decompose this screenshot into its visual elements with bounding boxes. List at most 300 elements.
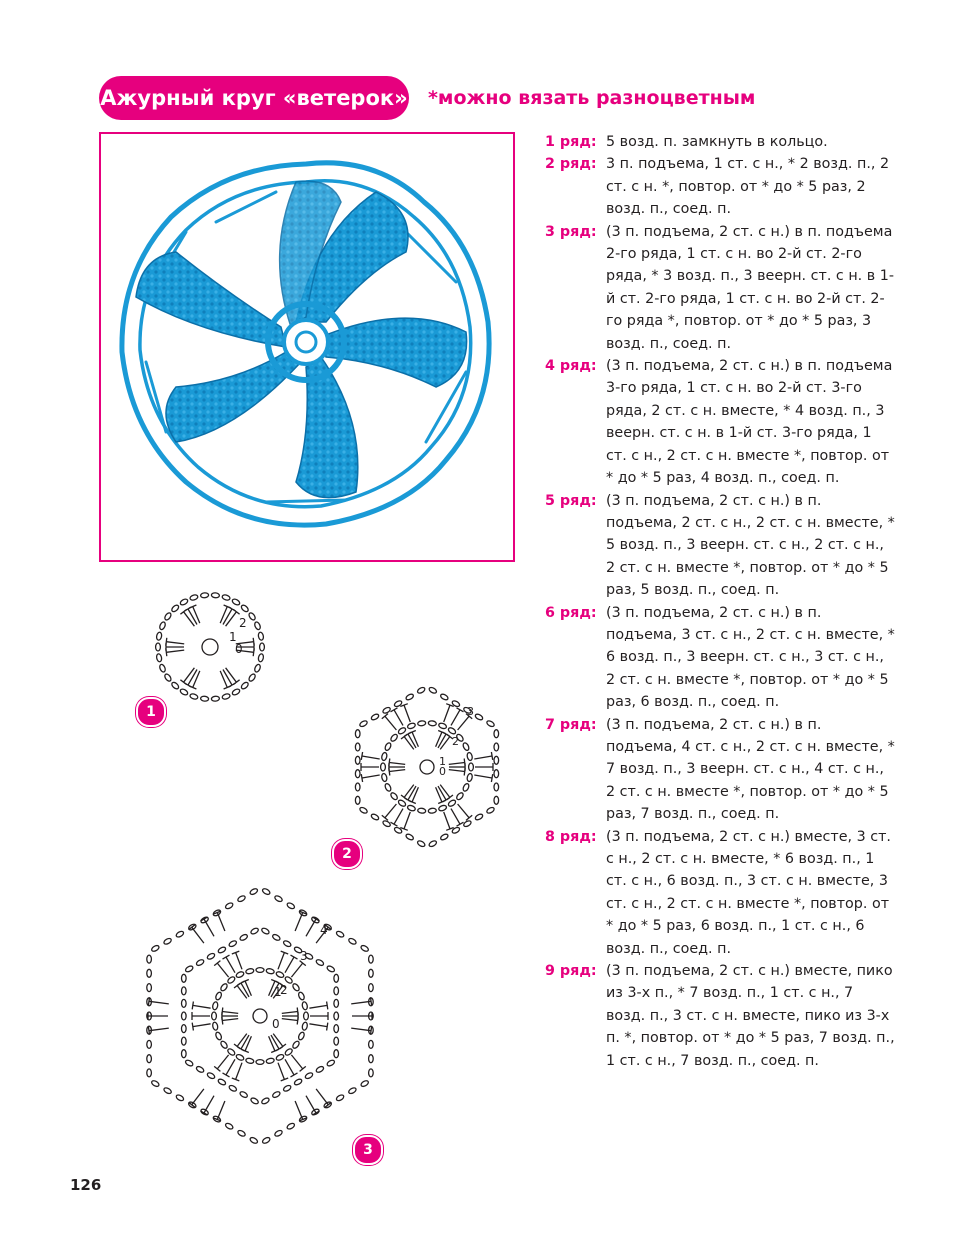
chain-stitch-symbol xyxy=(369,955,374,963)
chain-stitch-symbol xyxy=(417,720,426,726)
chain-stitch-symbol xyxy=(206,952,215,960)
dc-stitch-symbol xyxy=(408,786,416,800)
crochet-chart-2 xyxy=(327,685,527,855)
chain-stitch-symbol xyxy=(240,604,249,613)
chain-stitch-symbol xyxy=(298,1031,306,1040)
chain-stitch-symbol xyxy=(334,999,339,1007)
chain-stitch-symbol xyxy=(215,1031,223,1040)
chain-stitch-symbol xyxy=(275,1054,284,1062)
chain-stitch-symbol xyxy=(215,991,223,1000)
chain-stitch-symbol xyxy=(274,1129,283,1137)
dc-stitch-symbol xyxy=(404,705,410,722)
chain-stitch-symbol xyxy=(249,1136,258,1144)
dc-stitch-symbol xyxy=(184,612,195,626)
row-label: 8 ряд: xyxy=(545,828,597,845)
chain-stitch-symbol xyxy=(147,969,152,977)
chain-stitch-symbol xyxy=(382,706,391,714)
dc-stitch-symbol xyxy=(193,607,200,624)
chain-stitch-symbol xyxy=(261,1097,270,1105)
chain-stitch-symbol xyxy=(272,1091,281,1099)
chain-stitch-symbol xyxy=(185,965,194,973)
dc-stitch-symbol xyxy=(220,607,227,624)
chain-stitch-symbol xyxy=(360,944,369,952)
dc-stitch-symbol xyxy=(458,716,470,730)
row-text: (3 п. подъема, 2 ст. с н.) в п. подъема 2-го ряда, 1 ст. с н. во 2-й ст. 2-го ряда, * 3 возд. п., 3 веерн. ст. с н. в 1-й ст. 2-го ряда, 1 ст. с н. во 2-й ст. 2-го ряда *, повтор. от * до * 5 раз, 3 возд. п., соед. п. xyxy=(606,223,894,352)
chain-stitch-symbol xyxy=(326,965,335,973)
chain-stitch-symbol xyxy=(348,937,357,945)
chain-stitch-symbol xyxy=(428,686,437,694)
chain-stitch-symbol xyxy=(335,930,344,938)
chain-stitch-symbol xyxy=(156,632,162,641)
motif-photo-frame xyxy=(99,132,515,562)
chain-stitch-symbol xyxy=(266,1058,275,1064)
chain-stitch-symbol xyxy=(486,720,495,728)
chain-stitch-symbol xyxy=(266,968,275,974)
chain-stitch-symbol xyxy=(438,722,447,729)
chain-stitch-symbol xyxy=(250,927,259,935)
chain-stitch-symbol xyxy=(248,612,257,621)
chain-stitch-symbol xyxy=(182,974,187,982)
round-label: 2 xyxy=(280,983,288,997)
dc-stitch-symbol xyxy=(226,957,235,973)
chain-stitch-symbol xyxy=(355,770,360,778)
chain-stitch-symbol xyxy=(231,688,240,696)
row-7 xyxy=(545,714,895,826)
round-label: 1 xyxy=(229,630,237,644)
chain-stitch-symbol xyxy=(359,720,368,728)
dc-stitch-symbol xyxy=(444,705,450,722)
row-label: 9 ряд: xyxy=(545,963,597,980)
round-label: 1 xyxy=(439,755,446,768)
chain-stitch-symbol xyxy=(248,673,257,682)
chain-stitch-symbol xyxy=(397,799,406,807)
row-label: 6 ряд: xyxy=(545,604,597,621)
round-label: 2 xyxy=(452,735,459,748)
chain-stitch-symbol xyxy=(382,820,391,828)
dc-stitch-symbol xyxy=(193,1024,211,1027)
round-label: 2 xyxy=(239,616,247,630)
row-label: 1 ряд: xyxy=(545,134,597,150)
page-number: 126 xyxy=(70,1176,102,1194)
chain-stitch-symbol xyxy=(225,902,234,910)
chain-stitch-symbol xyxy=(212,1012,217,1020)
chain-stitch-symbol xyxy=(159,664,167,673)
chain-stitch-symbol xyxy=(182,1037,187,1045)
chain-stitch-symbol xyxy=(462,783,470,792)
dc-stitch-symbol xyxy=(273,1034,283,1047)
chain-stitch-symbol xyxy=(369,1040,374,1048)
chain-stitch-symbol xyxy=(163,937,172,945)
dc-stitch-symbol xyxy=(188,670,197,686)
chain-stitch-symbol xyxy=(466,752,473,761)
chain-stitch-symbol xyxy=(272,933,281,941)
dc-stitch-symbol xyxy=(408,734,416,748)
chain-stitch-symbol xyxy=(274,895,283,903)
chain-stitch-symbol xyxy=(185,1059,194,1067)
chain-stitch-symbol xyxy=(447,727,456,735)
dc-stitch-symbol xyxy=(223,609,232,625)
dc-stitch-symbol xyxy=(226,1059,235,1075)
chain-stitch-symbol xyxy=(417,686,426,694)
chain-stitch-symbol xyxy=(417,840,426,848)
dc-stitch-symbol xyxy=(236,953,242,970)
chain-stitch-symbol xyxy=(171,604,180,613)
chain-stitch-symbol xyxy=(407,804,416,811)
chain-stitch-symbol xyxy=(428,720,437,726)
chain-stitch-symbol xyxy=(447,799,456,807)
dc-stitch-symbol xyxy=(440,737,450,750)
chain-stitch-symbol xyxy=(239,933,248,941)
chain-stitch-symbol xyxy=(200,592,208,598)
chain-stitch-symbol xyxy=(222,693,231,700)
dc-stitch-symbol xyxy=(438,786,446,800)
row-text: (3 п. подъема, 2 ст. с н.) в п. подъема, 3 ст. с н., 2 ст. с н. вместе, * 6 возд. п., 3 веерн. ст. с н., 3 ст. с н., 2 ст. с н. вместе *, повтор. от * до * 5 раз, 6 возд. п., соед. п. xyxy=(606,604,895,711)
chart-badge-3: 3 xyxy=(353,1135,383,1165)
chain-stitch-symbol xyxy=(235,1054,244,1062)
dc-stitch-symbol xyxy=(222,1012,238,1014)
chain-stitch-symbol xyxy=(494,770,499,778)
chain-stitch-symbol xyxy=(283,940,292,948)
magic-ring-symbol xyxy=(253,1009,267,1023)
row-2 xyxy=(545,153,895,220)
chain-stitch-symbol xyxy=(179,598,188,606)
chain-stitch-symbol xyxy=(220,983,229,992)
row-8 xyxy=(545,826,895,960)
row-label: 2 ряд: xyxy=(545,156,597,173)
dc-stitch-symbol xyxy=(237,1034,247,1047)
chain-stitch-symbol xyxy=(195,959,204,967)
chain-stitch-symbol xyxy=(147,1055,152,1063)
chain-stitch-symbol xyxy=(206,1072,215,1080)
chain-stitch-symbol xyxy=(182,1025,187,1033)
dc-stitch-symbol xyxy=(385,716,397,730)
row-text: 5 возд. п. замкнуть в кольцо. xyxy=(606,134,828,150)
chain-stitch-symbol xyxy=(292,1040,301,1049)
chain-stitch-symbol xyxy=(384,783,392,792)
chain-stitch-symbol xyxy=(494,730,499,738)
chain-stitch-symbol xyxy=(262,1136,271,1144)
row-label: 3 ряд: xyxy=(545,223,597,240)
row-1 xyxy=(545,131,895,153)
chain-stitch-symbol xyxy=(254,621,262,630)
chain-stitch-symbol xyxy=(355,796,360,804)
chain-stitch-symbol xyxy=(250,1097,259,1105)
dc-stitch-symbol xyxy=(404,737,414,750)
dc-stitch-symbol xyxy=(269,1036,275,1051)
chain-stitch-symbol xyxy=(245,968,254,974)
chain-stitch-symbol xyxy=(182,987,187,995)
chain-stitch-symbol xyxy=(163,1087,172,1095)
chain-stitch-symbol xyxy=(405,833,414,841)
chain-stitch-symbol xyxy=(359,806,368,814)
chain-stitch-symbol xyxy=(304,1072,313,1080)
chain-stitch-symbol xyxy=(262,888,271,896)
dc-stitch-top xyxy=(223,1073,230,1077)
dc-stitch-symbol xyxy=(282,1012,298,1014)
row-6 xyxy=(545,602,895,714)
chain-stitch-symbol xyxy=(474,813,483,821)
dc-stitch-symbol xyxy=(193,1005,211,1008)
dc-stitch-symbol xyxy=(449,763,465,765)
row-9 xyxy=(545,960,895,1072)
round-label: 3 xyxy=(300,949,308,963)
chain-stitch-symbol xyxy=(474,713,483,721)
row-label: 7 ряд: xyxy=(545,716,597,733)
dc-stitch-symbol xyxy=(245,1036,251,1051)
chain-stitch-symbol xyxy=(286,1122,295,1130)
dc-stitch-symbol xyxy=(309,1024,327,1027)
dc-stitch-symbol xyxy=(223,670,232,686)
chain-stitch-symbol xyxy=(335,1094,344,1102)
chain-stitch-symbol xyxy=(258,632,264,641)
chain-stitch-symbol xyxy=(222,594,231,601)
dc-stitch-top xyxy=(401,795,407,800)
chain-stitch-symbol xyxy=(334,974,339,982)
chain-stitch-symbol xyxy=(239,1091,248,1099)
dc-stitch-symbol xyxy=(217,1055,228,1069)
chain-stitch-symbol xyxy=(182,999,187,1007)
chain-stitch-symbol xyxy=(428,808,437,814)
chain-stitch-symbol xyxy=(486,806,495,814)
dc-stitch-symbol xyxy=(285,957,294,973)
chain-stitch-symbol xyxy=(381,773,388,782)
dc-stitch-symbol xyxy=(217,963,228,977)
dc-stitch-symbol xyxy=(241,983,249,997)
chain-stitch-symbol xyxy=(171,681,180,690)
dc-stitch-symbol xyxy=(166,650,184,652)
dc-stitch-symbol xyxy=(193,671,200,688)
dc-stitch-symbol xyxy=(389,770,405,772)
dc-stitch-symbol xyxy=(362,775,380,778)
chain-stitch-symbol xyxy=(156,643,161,651)
chain-stitch-symbol xyxy=(217,946,226,954)
chain-stitch-symbol xyxy=(179,688,188,696)
dc-stitch-symbol xyxy=(291,963,302,977)
dc-stitch-symbol xyxy=(404,785,414,798)
chain-stitch-symbol xyxy=(494,743,499,751)
chain-stitch-symbol xyxy=(147,984,152,992)
chain-stitch-symbol xyxy=(147,1040,152,1048)
chain-stitch-symbol xyxy=(245,1058,254,1064)
dc-stitch-top xyxy=(192,1023,193,1031)
dc-stitch-symbol xyxy=(394,809,403,825)
dc-stitch-top xyxy=(222,1008,223,1016)
chain-stitch-symbol xyxy=(220,1040,229,1049)
chain-stitch-symbol xyxy=(302,1001,308,1010)
dc-stitch-symbol xyxy=(362,756,380,759)
chain-stitch-symbol xyxy=(293,1078,302,1086)
dc-stitch-symbol xyxy=(188,609,197,625)
row-label: 4 ряд: xyxy=(545,358,597,375)
magic-ring-symbol xyxy=(202,639,218,655)
chain-stitch-symbol xyxy=(369,984,374,992)
row-5 xyxy=(545,490,895,602)
chain-stitch-symbol xyxy=(407,722,416,729)
chain-stitch-symbol xyxy=(151,1080,160,1088)
chain-stitch-symbol xyxy=(405,693,414,701)
dc-stitch-symbol xyxy=(271,1035,279,1049)
dc-stitch-symbol xyxy=(440,785,450,798)
chain-stitch-symbol xyxy=(189,693,198,700)
chain-stitch-symbol xyxy=(235,971,244,979)
chain-stitch-symbol xyxy=(256,968,264,973)
chain-stitch-symbol xyxy=(164,673,173,682)
chain-stitch-symbol xyxy=(286,902,295,910)
dc-stitch-symbol xyxy=(412,732,418,747)
dc-stitch-symbol xyxy=(412,787,418,802)
chain-stitch-symbol xyxy=(240,681,249,690)
row-text: (3 п. подъема, 2 ст. с н.) в п. подъема 3-го ряда, 1 ст. с н. во 2-й ст. 3-го ряда, 2 ст. с н. вместе, * 4 возд. п., 3 веерн. ст. с н. в 1-й ст. 3-го ряда, 1 ст. с н., 2 ст. с н. вместе *, повтор. от * до * 5 раз, 4 возд. п., соед. п. xyxy=(606,358,893,487)
chain-stitch-symbol xyxy=(370,813,379,821)
dc-stitch-symbol xyxy=(474,775,492,778)
chain-stitch-symbol xyxy=(440,833,449,841)
chain-stitch-symbol xyxy=(261,927,270,935)
chain-stitch-symbol xyxy=(494,783,499,791)
dc-stitch-symbol xyxy=(458,804,470,818)
chain-stitch-symbol xyxy=(348,1087,357,1095)
chain-stitch-symbol xyxy=(326,1059,335,1067)
chain-stitch-symbol xyxy=(334,1037,339,1045)
round-label: 1 xyxy=(274,985,282,999)
dc-stitch-symbol xyxy=(394,710,403,726)
row-label: 5 ряд: xyxy=(545,492,597,509)
chain-stitch-symbol xyxy=(164,612,173,621)
dc-stitch-top xyxy=(234,1044,240,1049)
chain-stitch-symbol xyxy=(228,940,237,948)
chain-stitch-symbol xyxy=(147,955,152,963)
dc-stitch-top xyxy=(327,1023,328,1031)
dc-stitch-top xyxy=(233,609,239,614)
chain-stitch-symbol xyxy=(275,971,284,979)
dc-stitch-top xyxy=(291,1073,298,1077)
dc-stitch-symbol xyxy=(451,710,460,726)
chart-badge-2: 2 xyxy=(332,839,362,869)
chain-stitch-symbol xyxy=(369,1069,374,1077)
dc-stitch-top xyxy=(291,955,298,959)
dc-stitch-symbol xyxy=(291,1055,302,1069)
chain-stitch-symbol xyxy=(211,592,219,598)
dc-stitch-symbol xyxy=(285,1059,294,1075)
chain-stitch-symbol xyxy=(182,1012,187,1020)
chain-stitch-symbol xyxy=(384,742,392,751)
chain-stitch-symbol xyxy=(334,1025,339,1033)
dc-stitch-symbol xyxy=(444,812,450,829)
chain-stitch-symbol xyxy=(225,1122,234,1130)
chain-stitch-symbol xyxy=(440,693,449,701)
chain-stitch-symbol xyxy=(256,1060,264,1065)
chain-stitch-symbol xyxy=(254,664,262,673)
chain-stitch-symbol xyxy=(455,792,464,801)
dc-stitch-symbol xyxy=(226,612,237,626)
dc-stitch-symbol xyxy=(278,953,284,970)
chain-stitch-symbol xyxy=(258,653,264,662)
dc-stitch-symbol xyxy=(438,734,446,748)
chain-stitch-symbol xyxy=(428,840,437,848)
chain-stitch-symbol xyxy=(334,1050,339,1058)
dc-stitch-symbol xyxy=(436,732,442,747)
dc-stitch-top xyxy=(327,1002,328,1010)
chain-stitch-symbol xyxy=(237,1129,246,1137)
chain-stitch-symbol xyxy=(212,1022,218,1031)
pattern-title: Ажурный круг «ветерок» xyxy=(99,76,409,120)
magic-ring-symbol xyxy=(420,760,434,774)
dc-stitch-top xyxy=(180,680,186,685)
chain-stitch-symbol xyxy=(494,796,499,804)
chain-stitch-symbol xyxy=(355,730,360,738)
chain-stitch-symbol xyxy=(298,991,306,1000)
round-label: 0 xyxy=(272,1017,280,1031)
dc-stitch-symbol xyxy=(451,809,460,825)
chain-stitch-symbol xyxy=(334,1012,339,1020)
dc-stitch-symbol xyxy=(184,668,195,682)
dc-stitch-top xyxy=(253,648,254,656)
chain-stitch-symbol xyxy=(417,808,426,814)
chain-stitch-symbol xyxy=(175,930,184,938)
dc-stitch-top xyxy=(361,752,362,760)
row-text: (3 п. подъема, 2 ст. с н.) в п. подъема, 4 ст. с н., 2 ст. с н. вместе, * 7 возд. п., 3 веерн. ст. с н., 4 ст. с н., 2 ст. с н. вместе *, повтор. от * до * 5 раз, 7 возд. п., соед. п. xyxy=(606,716,895,823)
dc-stitch-symbol xyxy=(166,642,184,644)
dc-stitch-symbol xyxy=(220,671,227,688)
dc-stitch-top xyxy=(223,955,230,959)
chain-stitch-symbol xyxy=(390,733,399,742)
dc-stitch-top xyxy=(457,822,464,826)
chain-stitch-symbol xyxy=(249,888,258,896)
dc-stitch-top xyxy=(491,752,492,760)
dc-stitch-top xyxy=(491,774,492,782)
chain-stitch-symbol xyxy=(355,743,360,751)
row-text: (3 п. подъема, 2 ст. с н.) в п. подъема, 2 ст. с н., 2 ст. с н. вместе, * 5 возд. п., 3 веерн. ст. с н., 2 ст. с н., 2 ст. с н. вместе *, повтор. от * до * 5 раз, 5 возд. п., соед. п. xyxy=(606,492,895,599)
row-text: (3 п. подъема, 2 ст. с н.) вместе, пико из 3-х п., * 7 возд. п., 1 ст. с н., 7 возд. п., 3 ст. с н. вместе, пико из 3-х п. *, повтор. от * до * 5 раз, 7 возд. п., 1 ст. с н., 7 возд. п., соед. п. xyxy=(606,963,895,1069)
chain-stitch-symbol xyxy=(147,1069,152,1077)
chain-stitch-symbol xyxy=(369,969,374,977)
dc-stitch-top xyxy=(391,708,398,712)
round-label: 4 xyxy=(320,923,328,937)
chain-stitch-symbol xyxy=(390,792,399,801)
chain-stitch-symbol xyxy=(370,713,379,721)
dc-stitch-symbol xyxy=(241,1035,249,1049)
dc-stitch-symbol xyxy=(449,770,465,772)
dc-stitch-top xyxy=(192,1002,193,1010)
chain-stitch-symbol xyxy=(151,944,160,952)
dc-stitch-symbol xyxy=(309,1005,327,1008)
chain-stitch-symbol xyxy=(381,752,388,761)
chain-stitch-symbol xyxy=(212,1001,218,1010)
crochet-chart-1 xyxy=(135,585,295,715)
round-label: 3 xyxy=(467,705,474,718)
row-4 xyxy=(545,355,895,489)
chain-stitch-symbol xyxy=(466,773,473,782)
dc-stitch-symbol xyxy=(222,1019,238,1021)
dc-stitch-symbol xyxy=(474,756,492,759)
chain-stitch-symbol xyxy=(159,621,167,630)
chain-stitch-symbol xyxy=(231,598,240,606)
chain-stitch-symbol xyxy=(175,1094,184,1102)
chain-stitch-symbol xyxy=(211,696,219,702)
dc-stitch-top xyxy=(457,708,464,712)
chart-badge-1: 1 xyxy=(136,697,166,727)
chain-stitch-symbol xyxy=(292,983,301,992)
chain-stitch-symbol xyxy=(304,1012,309,1020)
chain-stitch-symbol xyxy=(315,959,324,967)
chain-stitch-symbol xyxy=(360,1080,369,1088)
chain-stitch-symbol xyxy=(200,696,208,702)
chain-stitch-symbol xyxy=(469,763,474,771)
chain-stitch-symbol xyxy=(397,727,406,735)
dc-stitch-symbol xyxy=(385,804,397,818)
row-instructions xyxy=(545,131,895,1072)
row-text: (3 п. подъема, 2 ст. с н.) вместе, 3 ст. с н., 2 ст. с н. вместе, * 6 возд. п., 1 ст. с н., 6 возд. п., 3 ст. с н. вместе, 3 ст. с н., 2 ст. с н. вместе *, повтор. от * до * 5 раз, 6 возд. п., 1 ст. с н., 6 возд. п., соед. п. xyxy=(606,828,891,957)
chain-stitch-symbol xyxy=(381,763,386,771)
